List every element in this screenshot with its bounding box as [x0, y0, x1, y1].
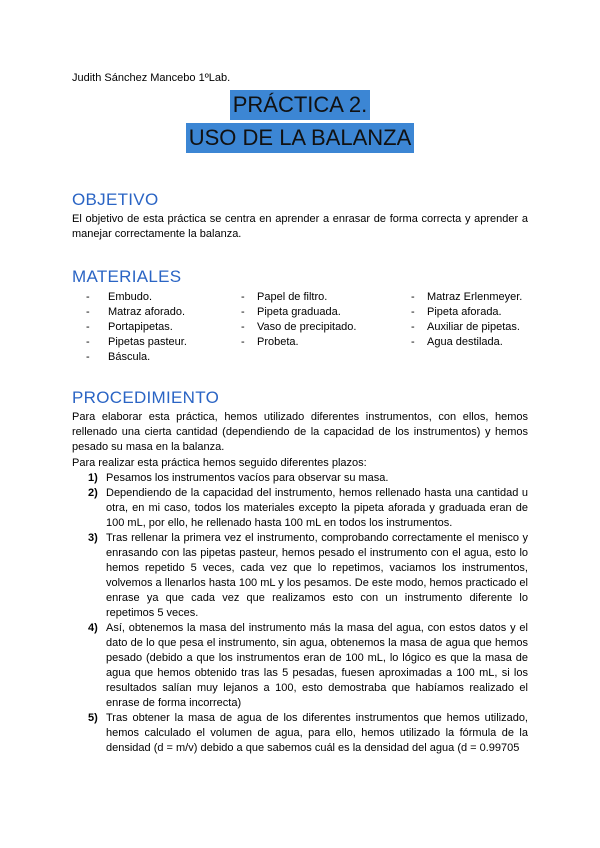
materials-column-1 [86, 290, 187, 365]
materiales-heading: MATERIALES [72, 267, 182, 286]
objetivo-text: El objetivo de esta práctica se centra en aprender a enrasar de forma correcta y aprender a manejar correctamente la balanza. [72, 213, 528, 240]
materials-column-2 [241, 290, 356, 350]
title-line-1: PRÁCTICA 2. [230, 90, 370, 120]
materials-column-3 [411, 290, 522, 350]
procedimiento-heading: PROCEDIMIENTO [72, 388, 220, 407]
material-item: - Portapipetas. [86, 321, 173, 333]
procedimiento-intro2: Para realizar esta práctica hemos seguido diferentes plazos: [72, 457, 367, 469]
material-item: - Agua destilada. [411, 336, 503, 348]
material-item: - Auxiliar de pipetas. [411, 321, 520, 333]
material-item: - Papel de filtro. [241, 291, 328, 303]
objetivo-heading: OBJETIVO [72, 190, 159, 209]
procedure-step: 1) Pesamos los instrumentos vacíos para observar su masa. [88, 472, 389, 484]
material-item: - Pipetas pasteur. [86, 336, 187, 348]
title-block [0, 90, 600, 156]
material-item: - Embudo. [86, 291, 153, 303]
material-item: - Probeta. [241, 336, 299, 348]
material-item: - Pipeta aforada. [411, 306, 502, 318]
material-item: - Matraz aforado. [86, 306, 186, 318]
procedure-step: 3) Tras rellenar la primera vez el instrumento, comprobando correctamente el menisco y enrasando con las pipetas pasteur, hemos pesado el instrumento con el agua, esto lo hemos repetido 5 veces, cada vez que lo repetimos, vaciamos los instrumentos, volvemos a llenarlos hasta 100 mL y los pesamos. De este modo, hemos practicado el enrase ya que cada vez que realizamos esto con un instrumento diferente lo repetimos 5 veces. [88, 532, 528, 619]
author-line: Judith Sánchez Mancebo 1ºLab. [72, 72, 231, 84]
procedure-step: 5) Tras obtener la masa de agua de los diferentes instrumentos que hemos utilizado, hemos calculado el volumen de agua, para ello, hemos utilizado la fórmula de la densidad (d = m/v) debido a que sabemos cuál es la densidad del agua (d = 0.99705 [88, 712, 528, 754]
procedure-step: 4) Así, obtenemos la masa del instrumento más la masa del agua, con estos datos y el dato de lo que pesa el instrumento, sin agua, obtenemos la masa de agua que hemos pesado (debido a que los instrumentos eran de 100 mL, lo lógico es que la masa de agua que hemos obtenido tras las 5 pesadas, fuesen aproximadas a 100 mL, si los resultados salían muy lejanos a 100, esto demostraba que habíamos realizado el enrase de forma incorrecta) [88, 622, 528, 709]
material-item: - Báscula. [86, 351, 151, 363]
procedimiento-intro: Para elaborar esta práctica, hemos utilizado diferentes instrumentos, con ellos, hemos rellenado una cierta cantidad (dependiendo de la capacidad de los instrumentos) y hemos pesado su masa en la balanza. [72, 411, 528, 453]
material-item: - Matraz Erlenmeyer. [411, 291, 523, 303]
material-item: - Pipeta graduada. [241, 306, 341, 318]
material-item: - Vaso de precipitado. [241, 321, 357, 333]
title-line-2: USO DE LA BALANZA [186, 123, 415, 153]
procedure-steps [72, 471, 528, 756]
procedure-step: 2) Dependiendo de la capacidad del instrumento, hemos rellenado hasta una cantidad u otra, en mi caso, todos los materiales excepto la pipeta aforada y graduada eran de 100 mL, por ello, he rellenado hasta 100 mL en todos los instrumentos. [88, 487, 528, 529]
